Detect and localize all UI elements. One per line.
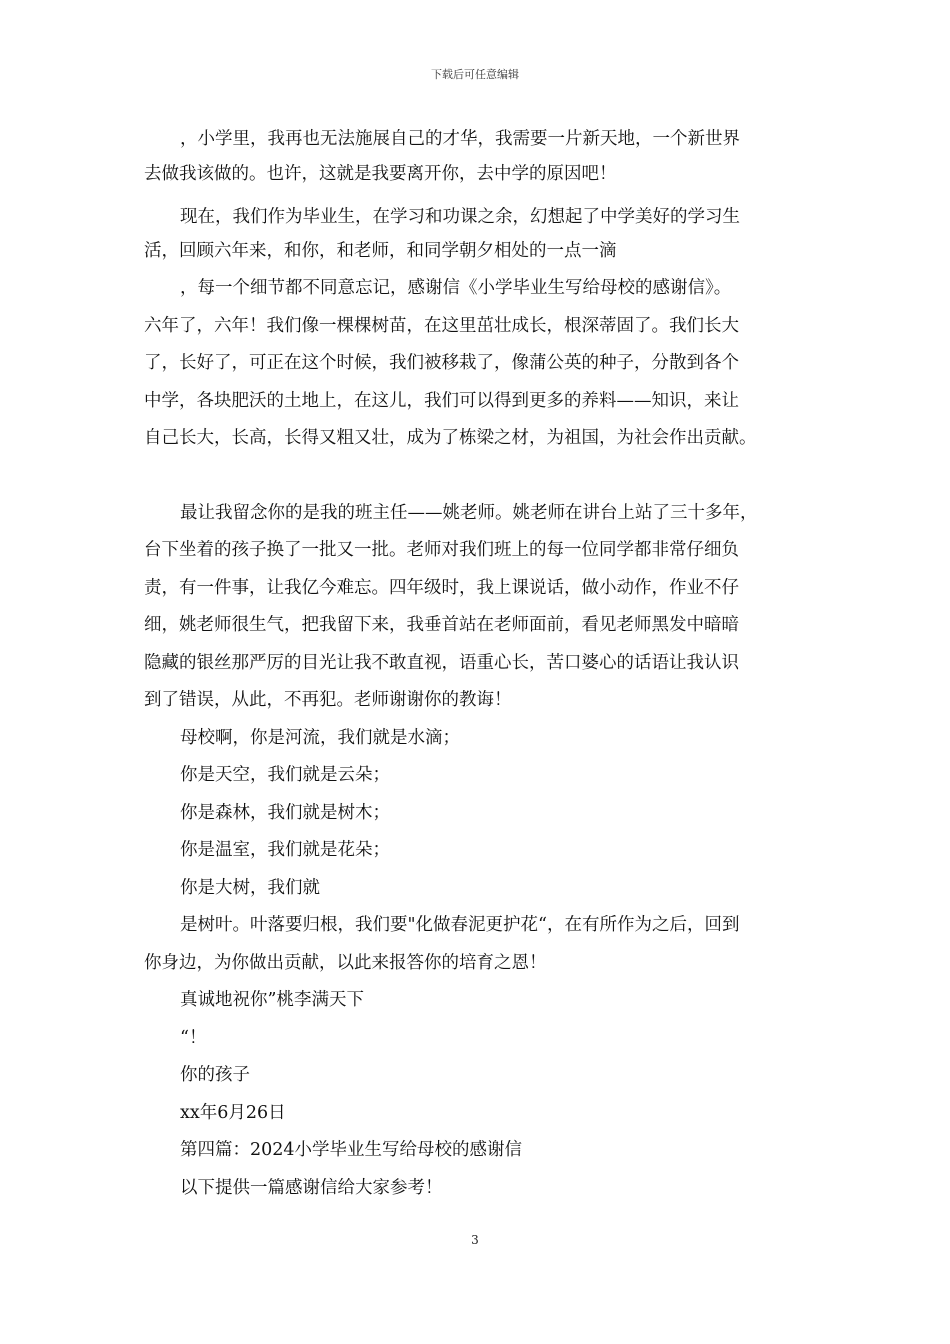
- text-line: 活，回顾六年来，和你，和老师，和同学朝夕相处的一点一滴: [144, 241, 617, 261]
- text-line: 你的孩子: [180, 1065, 250, 1085]
- text-line: 你是温室，我们就是花朵；: [180, 840, 390, 860]
- text-line: 去做我该做的。也许，这就是我要离开你，去中学的原因吧！: [144, 164, 617, 184]
- text-line: ，每一个细节都不同意忘记，感谢信《小学毕业生写给母校的感谢信》。: [180, 278, 732, 298]
- header-note: 下载后可任意编辑: [431, 68, 519, 81]
- text-line: 六年了，六年！我们像一棵棵树苗，在这里茁壮成长，根深蒂固了。我们长大: [144, 316, 739, 336]
- text-line: 以下提供一篇感谢信给大家参考！: [180, 1178, 443, 1198]
- text-line: “！: [180, 1028, 207, 1048]
- text-line: 你是天空，我们就是云朵；: [180, 765, 390, 785]
- text-line: ，小学里，我再也无法施展自己的才华，我需要一片新天地，一个新世界: [180, 129, 740, 149]
- text-line: 到了错误，从此，不再犯。老师谢谢你的教诲！: [144, 690, 512, 710]
- text-line: 隐藏的银丝那严厉的目光让我不敢直视，语重心长，苦口婆心的话语让我认识: [144, 653, 739, 673]
- text-line: 自己长大，长高，长得又粗又壮，成为了栋梁之材，为祖国，为社会作出贡献。: [144, 428, 757, 448]
- text-line: 你是森林，我们就是树木；: [180, 803, 390, 823]
- text-line: 中学，各块肥沃的土地上，在这儿，我们可以得到更多的养料——知识，来让: [144, 391, 739, 411]
- text-line: 你身边，为你做出贡献，以此来报答你的培育之恩！: [144, 953, 547, 973]
- text-line: 责，有一件事，让我亿今难忘。四年级时，我上课说话，做小动作，作业不仔: [144, 578, 739, 598]
- text-line: 你是大树，我们就: [180, 878, 320, 898]
- text-line: 母校啊，你是河流，我们就是水滴；: [180, 728, 460, 748]
- text-line: xx年6月26日: [180, 1103, 286, 1123]
- text-line: 台下坐着的孩子换了一批又一批。老师对我们班上的每一位同学都非常仔细负: [144, 540, 739, 560]
- text-line: 了，长好了，可正在这个时候，我们被移栽了，像蒲公英的种子，分散到各个: [144, 353, 739, 373]
- text-line: 第四篇：2024小学毕业生写给母校的感谢信: [180, 1140, 523, 1160]
- page-number: 3: [471, 1233, 479, 1247]
- text-line: 现在，我们作为毕业生，在学习和功课之余，幻想起了中学美好的学习生: [180, 207, 740, 227]
- text-line: 真诚地祝你”桃李满天下: [180, 990, 364, 1010]
- text-line: 细，姚老师很生气，把我留下来，我垂首站在老师面前，看见老师黑发中暗暗: [144, 615, 739, 635]
- text-line: 最让我留念你的是我的班主任——姚老师。姚老师在讲台上站了三十多年，: [180, 503, 758, 523]
- text-line: 是树叶。叶落要归根，我们要"化做春泥更护花“，在有所作为之后，回到: [180, 915, 740, 935]
